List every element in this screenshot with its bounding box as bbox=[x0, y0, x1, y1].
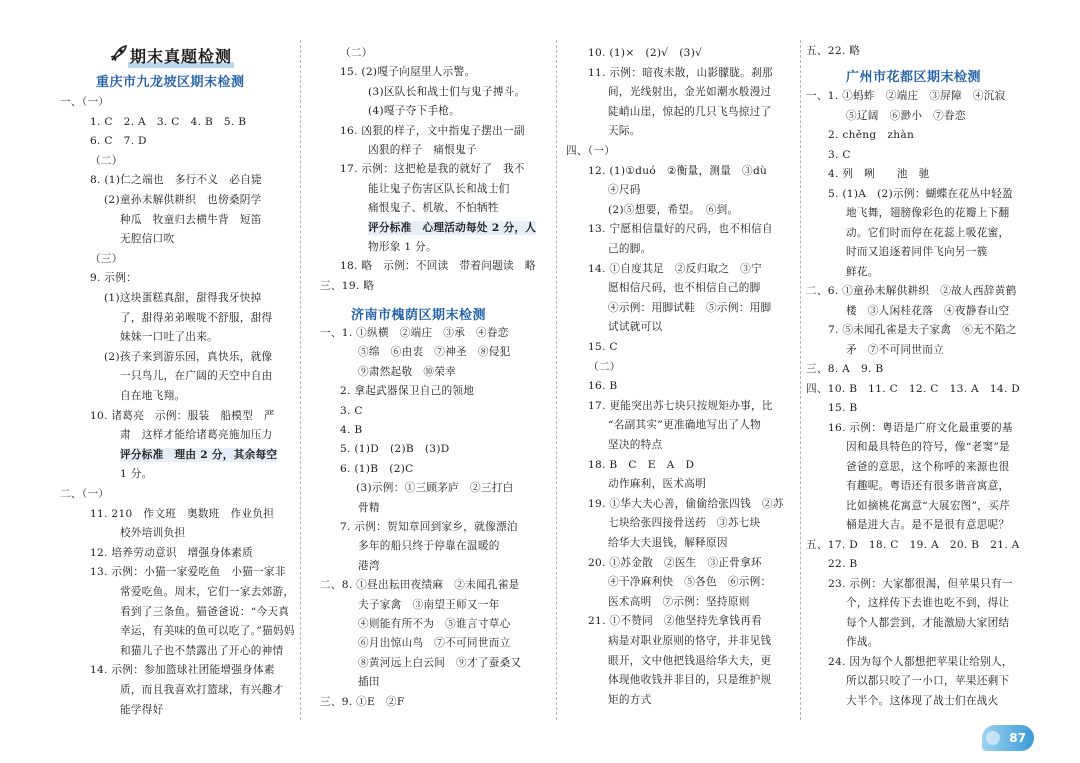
answer-line: 16. 凶狠的样子，文中指鬼子摆出一副 bbox=[340, 124, 525, 137]
answer-line: “名副其实”更准确地写出了人物 bbox=[608, 419, 762, 432]
answer-line: 15. B bbox=[828, 402, 858, 414]
answer-line: 楼 ③人闲桂花落 ④夜静春山空 bbox=[846, 304, 1010, 317]
answer-line: 肃 这样才能给诸葛亮施加压力 bbox=[120, 429, 273, 442]
answer-line: 24. 因为每个人都想把苹果让给别人， bbox=[828, 655, 1013, 668]
answer-line: 因和最具特色的符号，像“老窦”是 bbox=[846, 441, 1010, 453]
answer-line: 14. 示例：参加篮球社团能增强身体素 bbox=[90, 664, 275, 677]
answer-line: 质，而且我喜欢打篮球，有兴趣才 bbox=[120, 684, 284, 696]
answer-line: 无腔信口吹 bbox=[120, 233, 175, 246]
answer-line: 10. (1)× (2)√ (3)√ bbox=[588, 47, 703, 59]
answer-line: （二） bbox=[588, 360, 621, 373]
answer-line: ④示例：用脚试鞋 ⑤示例：用脚 bbox=[608, 301, 772, 314]
answer-line: 种瓜 牧童归去横牛背 短笛 bbox=[120, 213, 262, 226]
answer-line: 地飞舞，翅膀像彩色的花瓣上下翻 bbox=[846, 207, 1010, 219]
section-title-jinan: 济南市槐荫区期末检测 bbox=[351, 308, 487, 323]
answer-line: 三、8. A 9. B bbox=[806, 363, 884, 375]
answer-line: 能让鬼子伤害区队长和战士们 bbox=[368, 182, 510, 195]
answer-line: 病是对职业原则的恪守，并非见钱 bbox=[608, 635, 772, 647]
answer-line: 11. 示例：暗夜未散，山影朦胧。刹那 bbox=[588, 66, 773, 79]
answer-line: 妹妹一口吐了出来。 bbox=[120, 331, 219, 344]
answer-line: 骨精 bbox=[358, 501, 380, 514]
answer-line: 16. 示例：粤语是广府文化最重要的基 bbox=[828, 421, 1013, 434]
answer-line: 比如摘桃花寓意“大展宏图”，买芹 bbox=[846, 499, 1010, 512]
answer-line: 看到了三条鱼。猫爸爸说：“今天真 bbox=[120, 605, 290, 618]
answer-line: 2. chěng zhàn bbox=[828, 129, 915, 141]
badge-ornament-icon bbox=[986, 731, 1000, 745]
answer-line: 体现他收钱并非目的，只是维护规 bbox=[608, 674, 772, 687]
answer-line: ④尺码 bbox=[608, 184, 641, 197]
answer-line: ⑧黄河远上白云间 ⑨才了蚕桑又 bbox=[358, 656, 522, 669]
answer-line: 6. C 7. D bbox=[90, 135, 147, 148]
answer-line: 常爱吃鱼。周末，它们一家去郊游， bbox=[120, 586, 295, 598]
answer-line: 9. 示例： bbox=[90, 272, 138, 285]
answer-line: 矛 ⑦不可同世而立 bbox=[846, 343, 945, 356]
answer-line: 一、1. ①蚂蚱 ②端庄 ③屏障 ④沉寂 bbox=[806, 90, 1006, 102]
answer-line: （二） bbox=[90, 154, 123, 167]
answer-line: （二） bbox=[340, 47, 373, 59]
answer-line: 3. C bbox=[340, 404, 363, 417]
answer-line: 自在地飞翔。 bbox=[120, 390, 186, 402]
answer-line: 1. C 2. A 3. C 4. B 5. B bbox=[90, 115, 247, 128]
answer-line: 个，这样传下去谁也吃不到，得让 bbox=[846, 597, 1010, 609]
answer-line: 四、（一） bbox=[566, 145, 616, 157]
answer-line: 二、6. ①童孙未解供耕织 ②故人西辞黄鹤 bbox=[806, 285, 1017, 297]
answer-line: 评分标准 理由 2 分，其余每空 bbox=[120, 448, 278, 461]
answer-line: 作战。 bbox=[846, 636, 879, 648]
answer-line: 试试就可以 bbox=[608, 321, 663, 334]
answer-line: 1 分。 bbox=[120, 468, 153, 481]
answer-line: ⑥月出惊山鸟 ⑦不可同世而立 bbox=[358, 637, 511, 650]
column-divider bbox=[300, 40, 301, 720]
answer-line: 7. ⑤未闻孔雀是夫子家禽 ⑥无不陷之 bbox=[828, 324, 1017, 336]
answer-line: ⑨肃然起敬 ⑩荣幸 bbox=[358, 365, 457, 378]
answer-line: 每个人都尝到，才能激励大家团结 bbox=[846, 616, 1010, 629]
answer-line: 2. 拿起武器保卫自己的领地 bbox=[340, 385, 475, 398]
answer-line: 五、22. 略 bbox=[806, 45, 861, 57]
answer-line: 22. B bbox=[828, 558, 858, 570]
answer-line: 8. (1)仁之端也 多行不义 必自毙 bbox=[90, 174, 262, 187]
answer-line: (2)童孙未解供耕织 也傍桑阴学 bbox=[104, 194, 262, 206]
answer-line: 20. ①苏金散 ②医生 ③正骨拿环 bbox=[588, 556, 762, 569]
answer-line: 和猫儿子也不禁露出了开心的神情 bbox=[120, 644, 284, 657]
answer-line: 二、8. ①昼出耘田夜绩麻 ②未闻孔雀是 bbox=[320, 579, 520, 592]
answer-line: 幸运，有美味的鱼可以吃了。”猫妈妈 bbox=[120, 625, 295, 638]
answer-line: 陡峭山崖，惊起的几只飞鸟掠过了 bbox=[608, 105, 772, 118]
answer-line: 17. 示例：这把枪是我的就好了 我不 bbox=[340, 163, 525, 176]
answer-line: ④则能有所不为 ⑤谁言寸草心 bbox=[358, 618, 511, 630]
answer-line: 12. 培养劳动意识 增强身体素质 bbox=[90, 546, 254, 559]
answer-line: 坚决的特点 bbox=[608, 439, 663, 451]
answer-line: 3. C bbox=[828, 148, 851, 161]
answer-line: 10. 诸葛亮 示例：服装 船模型 严 bbox=[90, 409, 275, 422]
answer-line: (2)⑤想要，希望。 ⑥到。 bbox=[608, 203, 739, 216]
answer-line: (3)示例：①三顾茅庐 ②三打白 bbox=[356, 482, 514, 495]
answer-line: 18. 略 示例：不回读 带着问题读 略 bbox=[340, 260, 536, 273]
page-title: 期末真题检测 bbox=[130, 44, 232, 67]
answer-line: 物形象 1 分。 bbox=[368, 241, 437, 253]
answer-line: 13. 宁愿相信量好的尺码，也不相信自 bbox=[588, 223, 773, 236]
answer-line: (1)这块蛋糕真甜，甜得我牙快掉 bbox=[104, 292, 262, 304]
answer-line: ⑤辽阔 ⑥渺小 ⑦眷恋 bbox=[846, 109, 966, 122]
answer-line: 了，甜得弟弟喉咙不舒服，甜得 bbox=[120, 311, 273, 324]
answer-line: 18. B C E A D bbox=[588, 458, 695, 471]
answer-line: 动。它们时而停在花蕊上吸花蜜， bbox=[846, 226, 1010, 239]
answer-line: 4. B bbox=[340, 424, 363, 436]
answer-line: 愿相信尺码，也不相信自己的脚 bbox=[608, 282, 761, 295]
answer-line: 大半个。这体现了战士们在战火 bbox=[846, 694, 999, 707]
answer-line: 四、10. B 11. C 12. C 13. A 14. D bbox=[806, 382, 1021, 395]
answer-line: 23. 示例：大家都很渴，但苹果只有一 bbox=[828, 577, 1013, 590]
answer-line: 动作麻利，医术高明 bbox=[608, 478, 707, 491]
answer-line: 一只鸟儿，在广阔的天空中自由 bbox=[120, 370, 273, 383]
answer-line: 眼开，文中他把钱退给华大夫，更 bbox=[608, 654, 772, 667]
answer-line: 给华大夫退钱，解释原因 bbox=[608, 537, 728, 549]
answer-line: 5. (1)D (2)B (3)D bbox=[340, 443, 450, 456]
answer-line: 15. C bbox=[588, 341, 618, 353]
answer-line: ⑤绵 ⑥由衷 ⑦神圣 ⑧侵犯 bbox=[358, 346, 511, 359]
answer-line: 插田 bbox=[358, 676, 380, 689]
answer-line: 21. ①不赞同 ②他坚持先拿钱再看 bbox=[588, 615, 762, 628]
answer-line: 4. 列 咧 池 驰 bbox=[828, 168, 930, 180]
answer-line: 五、17. D 18. C 19. A 20. B 21. A bbox=[806, 538, 1020, 551]
answer-line: 鲜花。 bbox=[846, 265, 879, 278]
answer-line: 时而又追逐着同伴飞向另一簇 bbox=[846, 246, 988, 258]
answer-line: 5. (1)A (2)示例：蝴蝶在花丛中轻盈 bbox=[828, 187, 1013, 200]
answer-line: 16. B bbox=[588, 380, 618, 393]
answer-line: 校外培训负担 bbox=[120, 527, 186, 540]
answer-line: 七块给张四接骨送药 ③苏七块 bbox=[608, 517, 761, 530]
column-divider bbox=[556, 40, 557, 720]
rocket-icon bbox=[108, 44, 128, 64]
answer-line: （三） bbox=[90, 252, 123, 265]
answer-line: 医术高明 ⑦示例：坚持原则 bbox=[608, 595, 750, 608]
answer-line: 三、9. ①E ②F bbox=[320, 695, 405, 708]
answer-line: 天际。 bbox=[608, 125, 641, 138]
answer-line: 多年的船只终于停靠在温暖的 bbox=[358, 540, 500, 553]
answer-line: 痛恨鬼子、机敏、不怕牺牲 bbox=[368, 202, 499, 215]
answer-line: 14. ①自度其足 ②反归取之 ③宁 bbox=[588, 262, 762, 275]
answer-line: 15. (2)嘎子向屋里人示警。 bbox=[340, 66, 476, 79]
page-number: 87 bbox=[1009, 731, 1026, 745]
answer-line: 7. 示例：贺知章回到家乡，就像漂泊 bbox=[340, 521, 518, 533]
answer-line: 19. ①华大夫心善，偷偷给张四钱 ②苏 bbox=[588, 497, 784, 510]
answer-line: 12. (1)①duó ②衡量，测量 ③dù bbox=[588, 164, 768, 177]
answer-line: 夫子家禽 ③南望王师又一年 bbox=[358, 598, 500, 611]
answer-line: 所以都只咬了一小口，苹果还剩下 bbox=[846, 675, 1010, 687]
answer-line: 桶是进大吉。是不是很有意思呢？ bbox=[846, 519, 1010, 531]
answer-line: 凶狠的样子 痛恨鬼子 bbox=[368, 144, 477, 156]
answer-line: 17. 更能突出苏七块只按规矩办事，比 bbox=[588, 399, 773, 412]
answer-line: 6. (1)B (2)C bbox=[340, 462, 414, 475]
column-divider bbox=[800, 40, 801, 720]
answer-line: (2)孩子来到游乐园，真快乐，就像 bbox=[104, 350, 273, 363]
answer-line: 11. 210 作文班 奥数班 作业负担 bbox=[90, 507, 275, 520]
answer-line: 三、19. 略 bbox=[320, 279, 375, 292]
answer-line: 一、（一） bbox=[60, 96, 110, 108]
answer-line: 评分标准 心理活动每处 2 分，人 bbox=[368, 221, 537, 234]
section-title-guangzhou: 广州市花都区期末检测 bbox=[846, 70, 982, 85]
answer-line: 爸爸的意思，这个称呼的来源也很 bbox=[846, 460, 1010, 473]
page-number-badge bbox=[982, 725, 1034, 751]
section-title-chongqing: 重庆市九龙坡区期末检测 bbox=[96, 75, 245, 90]
answer-line: (3)区队长和战士们与鬼子搏斗。 bbox=[368, 85, 526, 98]
answer-line: 矩的方式 bbox=[608, 693, 652, 706]
answer-line: 一、1. ①纵横 ②端庄 ③承 ④眷恋 bbox=[320, 327, 509, 339]
answer-line: (4)嘎子夺下手枪。 bbox=[368, 105, 461, 118]
answer-line: 能学得好 bbox=[120, 703, 164, 716]
answer-line: ④干净麻利快 ⑤各色 ⑥示例： bbox=[608, 576, 772, 589]
answer-line: 间，光线射出，金光如潮水般漫过 bbox=[608, 86, 772, 99]
answer-line: 己的脚。 bbox=[608, 243, 652, 255]
answer-line: 13. 示例：小猫一家爱吃鱼 小猫一家非 bbox=[90, 566, 286, 579]
answer-line: 二、（一） bbox=[60, 488, 110, 500]
answer-line: 港湾 bbox=[358, 559, 380, 572]
answer-line: 有趣呢。粤语还有很多谐音寓意， bbox=[846, 480, 1010, 492]
